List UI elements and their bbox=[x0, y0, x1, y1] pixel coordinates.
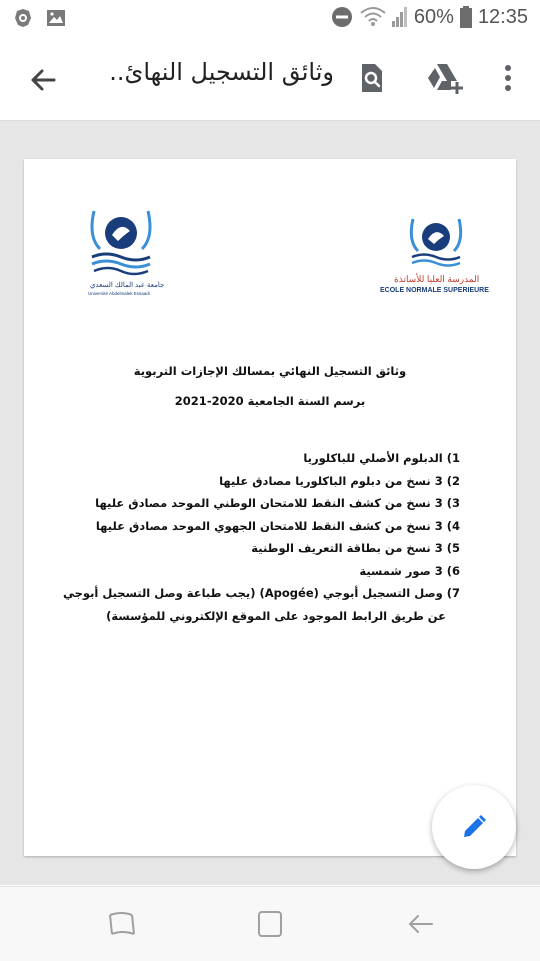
list-item: 4) 3 نسخ من كشف النقط للامتحان الجهوي الموحد مصادق عليها bbox=[95, 518, 460, 533]
ens-logo-latin: ECOLE NORMALE SUPERIEURE bbox=[380, 287, 489, 294]
do-not-disturb-icon bbox=[330, 5, 354, 29]
document-title: وثائق التسجيل النهائ.. bbox=[109, 58, 334, 86]
document-heading: وثائق التسجيل النهائي بمسالك الإجازات التربوية bbox=[133, 364, 407, 378]
add-to-drive-icon[interactable] bbox=[425, 60, 465, 96]
battery-icon bbox=[460, 6, 472, 28]
app-bar bbox=[0, 38, 540, 121]
back-arrow-icon[interactable] bbox=[24, 60, 64, 100]
requirements-list bbox=[60, 447, 460, 627]
list-item: 7) وصل التسجيل أبوجي (Apogée) (يجب طباعة وصل التسجيل أبوجي bbox=[62, 586, 460, 600]
signal-icon bbox=[392, 7, 408, 27]
university-logo-latin: Université Abdelmalek Essaadi bbox=[88, 291, 150, 296]
list-item-continuation: عن طريق الرابط الموجود على الموقع الإلكتروني للمؤسسة) bbox=[106, 608, 446, 623]
ens-logo bbox=[408, 215, 464, 271]
document-page bbox=[24, 159, 516, 856]
university-logo-arabic: جامعة عبد المالك السعدي bbox=[90, 282, 165, 289]
list-item: 5) 3 نسخ من بطاقة التعريف الوطنية bbox=[251, 541, 460, 555]
battery-percent: 60% bbox=[413, 5, 454, 28]
list-item: 1) الدبلوم الأصلي للباكلوريا bbox=[303, 451, 460, 465]
image-notification-icon bbox=[46, 8, 66, 28]
status-icons bbox=[330, 5, 528, 29]
list-item: 6) 3 صور شمسية bbox=[359, 563, 460, 578]
list-item: 2) 3 نسخ من دبلوم الباكلوريا مصادق عليها bbox=[219, 473, 460, 488]
document-subheading: برسم السنة الجامعية 2020-2021 bbox=[174, 394, 366, 408]
notification-icons bbox=[12, 8, 66, 28]
more-vert-icon[interactable] bbox=[490, 60, 526, 96]
system-navigation-bar bbox=[0, 886, 540, 961]
wifi-icon bbox=[360, 6, 386, 28]
edit-pencil-icon bbox=[460, 813, 488, 841]
status-bar bbox=[0, 0, 540, 38]
photo-notification-icon bbox=[12, 8, 34, 28]
list-item: 3) 3 نسخ من كشف النقط للامتحان الوطني الموحد مصادق عليها bbox=[95, 496, 460, 510]
clock: 12:35 bbox=[477, 5, 528, 28]
home-icon[interactable] bbox=[250, 907, 290, 941]
recent-apps-icon[interactable] bbox=[102, 907, 142, 941]
back-icon[interactable] bbox=[400, 907, 440, 941]
document-viewer[interactable] bbox=[0, 121, 540, 885]
edit-button[interactable] bbox=[432, 785, 516, 869]
find-in-page-icon[interactable] bbox=[354, 60, 390, 96]
ens-logo-arabic: المدرسة العليا للأساتذة bbox=[394, 274, 480, 284]
university-logo bbox=[88, 207, 154, 281]
